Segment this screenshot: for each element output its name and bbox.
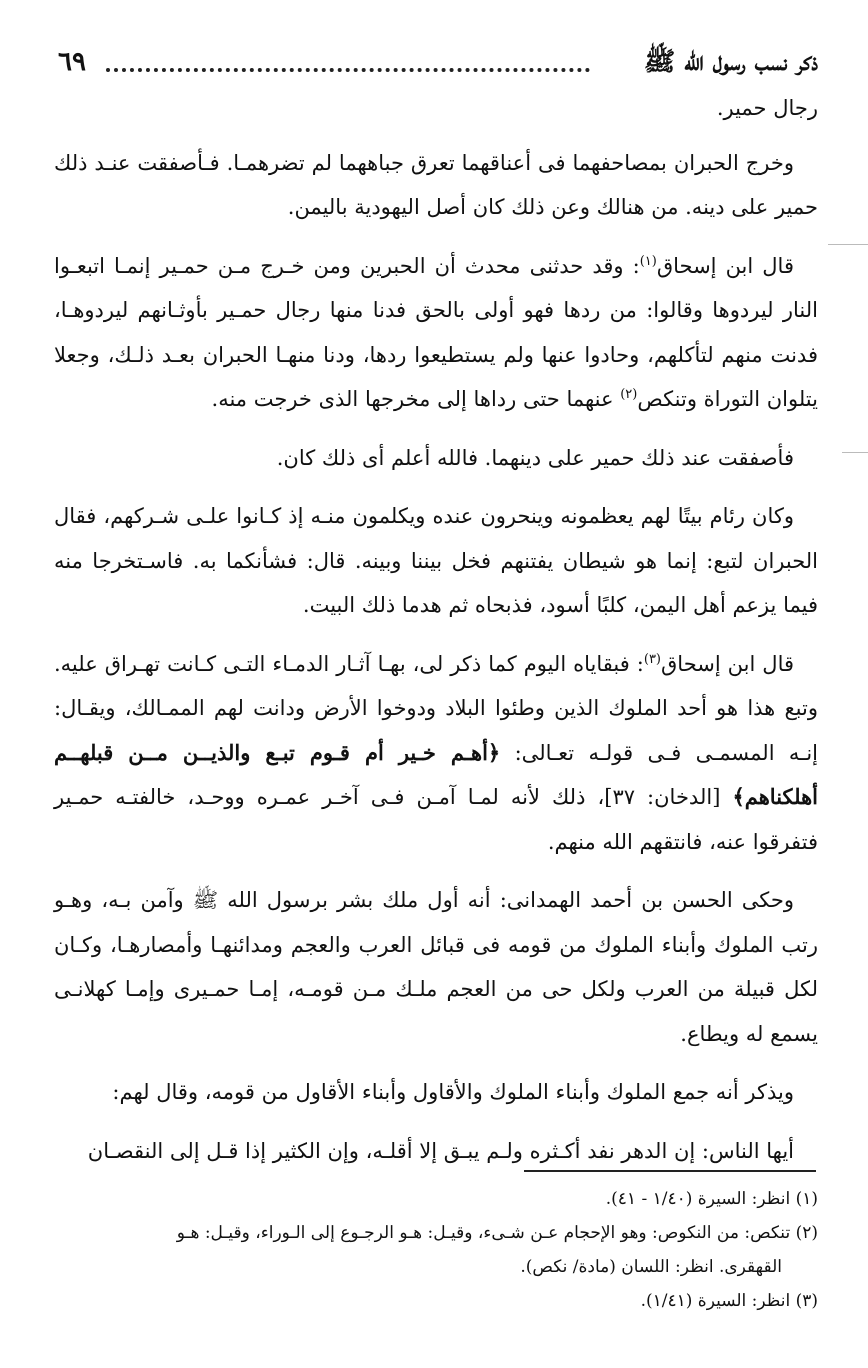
running-title: ذكر نسب رسول الله ﷺ [643, 47, 818, 77]
paragraph-text: [الدخان: ٣٧]، ذلك لأنه لمـا آمـن فـى آخـر عمـره ووحـد، خالفتـه حمـير فتفرقوا عنه، فانتقهم الله منهم. [54, 785, 818, 854]
margin-mark [828, 244, 868, 245]
paragraph-text: : فبقاياه اليوم كما ذكر لى، بهـا آثـار الدمـاء التـى كـانت تهـراق عليه. وتبع هذا هو أحد الملوك الذين وطئوا البلاد ودوخوا الأرض ودانت لهم الممـالك، ويقـال: إنـه المسمـى فـى قولـه تعـالى: [54, 651, 819, 765]
paragraph: فأصفقت عند ذلك حمير على دينهما. فالله أعلم أى ذلك كان. [276, 445, 794, 470]
footnotes [54, 1182, 818, 1318]
footnote-ref: (١) [639, 253, 657, 269]
leader-dots [106, 62, 590, 72]
running-header [58, 42, 818, 86]
footnote-2: (٢) تنكص: من النكوص: وهو الإحجام عـن شـىء، وقيـل: هـو الرجـوع إلى الـوراء، وقيـل: هـو [176, 1223, 818, 1243]
paragraph-text: : وقد حدثنى محدث أن الحبرين ومن خـرج مـن حمـير إنمـا اتبعـوا النار ليردوها وقالوا: من ردها فهو أولى بالحق فدنا منها رجال حمـير بأوثـانهم ليردوهـا، فدنت منهم لتأكلهم، وحادوا عنها ولم يستطيعوا ردها، ودنا منهـا الحبران بعـد ذلـك، وجعلا يتلوان التوراة وتنكص [54, 253, 818, 411]
paragraph-text: عنهما حتى رداها إلى مخرجها الذى خرجت منه. [211, 387, 621, 411]
footnote-rule [524, 1170, 816, 1172]
footnote-ref: (٢) [620, 387, 638, 402]
footnote-1: (١) انظر: السيرة (١/٤٠ - ٤١). [605, 1189, 818, 1209]
quran-quote: ﴿أهـم خـير أم قـوم تبـع والذيــن مــن قبلهــم أهلكناهم﴾ [54, 739, 818, 809]
paragraph-continuation: رجال حمير. [716, 96, 818, 120]
body-text [54, 86, 818, 1187]
margin-mark [842, 452, 868, 453]
paragraph: وحكى الحسن بن أحمد الهمدانى: أنه أول ملك بشر برسول الله ﷺ وآمن بـه، وهـو رتب الملوك وأبناء الملوك من قومه فى قبائل العرب والعجم ومدائنهـا وأمصارهـا، وكـان لكل قبيلة من العرب ولكل حى من العجم ملـك مـن قومـه، إمـا حمـيرى وإمـا كهلانـى يسمع له ويطاع. [54, 888, 818, 1046]
paragraph [54, 244, 818, 422]
paragraph: ويذكر أنه جمع الملوك وأبناء الملوك والأقاول وأبناء الأقاول من قومه، وقال لهم: [112, 1080, 794, 1104]
paragraph-text: قال ابن إسحاق [656, 253, 794, 278]
footnote-ref: (٣) [643, 651, 661, 667]
page-number: ٦٩ [58, 47, 86, 77]
paragraph: وخرج الحبران بمصاحفهما فى أعناقهما تعرق جباههما لم تضرهمـا. فـأصفقت عنـد ذلك حمير على دينه. من هنالك وعن ذلك كان أصل اليهودية باليمن. [54, 150, 818, 219]
footnote-2-continuation: القهقرى. انظر: اللسان (مادة/ نكص). [520, 1257, 782, 1277]
paragraph: أيها الناس: إن الدهر نفد أكـثره ولـم يبـق إلا أقلـه، وإن الكثير إذا قـل إلى النقصـان [87, 1138, 794, 1163]
paragraph [54, 642, 818, 865]
paragraph-text: قال ابن إسحاق [661, 651, 795, 676]
footnote-3: (٣) انظر: السيرة (١/٤١). [640, 1291, 818, 1311]
paragraph: وكان رئام بيتًا لهم يعظمونه وينحرون عنده ويكلمون منـه إذ كـانوا علـى شـركهم، فقال الحبران لتبع: إنما هو شيطان يفتنهم فخل بيننا وبينه. قال: فشأنكما به. فاسـتخرجا منه فيما يزعم أهل اليمن، كلبًا أسود، فذبحاه ثم هدما ذلك البيت. [54, 504, 818, 617]
